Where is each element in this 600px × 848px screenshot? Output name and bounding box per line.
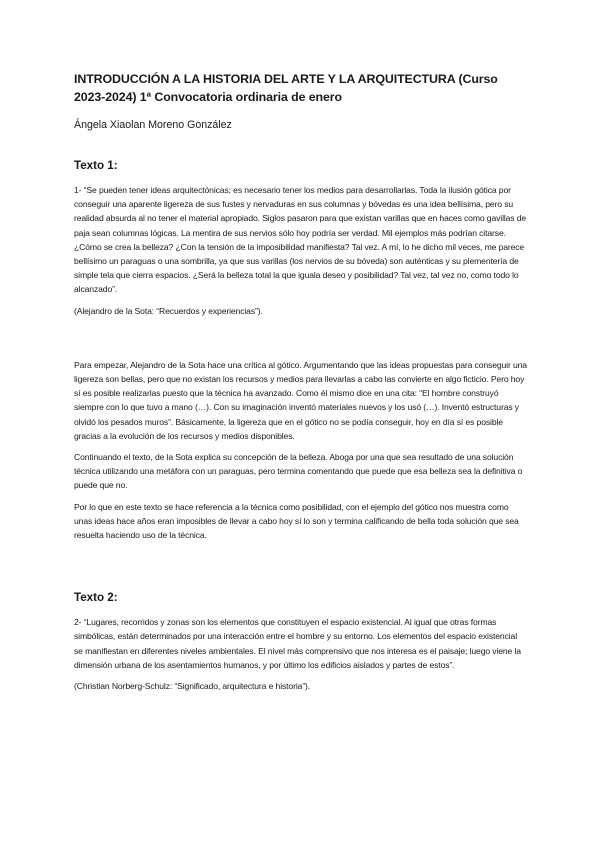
spacer — [74, 549, 528, 591]
comment-paragraph: Por lo que en este texto se hace referencia a la técnica como posibilidad, con el ejemplo del gótico nos muestra como unas ideas hace años eran imposibles de llevar a cabo hoy sí lo son y termina calificando de bella toda solución que sea resuelta haciendo uso de la técnica. — [74, 501, 519, 541]
comment-paragraph: Continuando el texto, de la Sota explica su concepción de la belleza. Aboga por una que sea resultado de una solución técnica utilizando una metáfora con un paraguas, pero termina comentando que puede que esa belleza sea la definitiva o puede que no. — [74, 452, 523, 491]
spacer — [74, 325, 528, 358]
texto-2-heading: Texto 2: — [74, 591, 118, 605]
author-name: Ángela Xiaolan Moreno González — [74, 119, 232, 131]
document-title: INTRODUCCIÓN A LA HISTORIA DEL ARTE Y LA ARQUITECTURA (Curso 2023-2024) 1ª Convocatoria ordinaria de enero — [74, 72, 498, 104]
texto-2-section — [74, 591, 528, 693]
texto-2-citation: (Christian Norberg-Schulz: “Significado, arquitectura e historia”). — [74, 681, 311, 692]
texto-1-quote: 1- “Se pueden tener ideas arquitectónicas; es necesario tener los medios para desarrollarlas. Toda la ilusión gótica por conseguir una aparente ligereza de sus fustes y nervaduras en sus columnas y bóvedas es una idea bellísima, pero su realidad absurda al no tener el material apropiado. Siglos pasaron para que existan varillas que en haces como gavillas de paja sean columnas lógicas. La mentira de sus nervios sólo hoy podría ser verdad. Mil ejemplos más podrían citarse. ¿Cómo se crea la belleza? ¿Con la tensión de la imposibilidad manifiesta? Tal vez. A mí, lo he dicho mil veces, me parece bellísimo un paraguas o una sombrilla, ya que sus varillas (los nervios de su bóveda) son auténticas y su plementería de simple tela que cierra espacios. ¿Será la belleza total la que iguala deseo y posibilidad? Tal vez, tal vez no, como todo lo alcanzado”. — [74, 185, 527, 295]
comment-paragraph: Para empezar, Alejandro de la Sota hace una crítica al gótico. Argumentando que las ideas propuestas para conseguir una ligereza son bellas, pero que no existan los recursos y medios para llevarlas a cabo las convierte en algo ficticio. Pero hoy sí es posible realizarlas puesto que la técnica ha avanzado. Como él mismo dice en una cita: “El hombre construyó siempre con lo que tuvo a mano (…). Con su imaginación inventó materiales nuevos y los usó (…). Inventó estructuras y olvidó los pesados muros”. Básicamente, la ligereza que en el gótico no se podía conseguir, hoy en día sí es posible gracias a la evolución de los recursos y medios disponibles. — [74, 359, 527, 441]
texto-2-quote: 2- “Lugares, recorridos y zonas son los elementos que constituyen el espacio existencial. Al igual que otras formas simbólicas, están determinados por una interacción entre el hombre y su entorno. Los elementos del espacio existencial se manifiestan en diferentes niveles ambientales. El nivel más comprensivo que nos interesa es el paisaje; luego viene la dimensión urbana de los asentamientos humanos, y por último los edificios aislados y partes de estos”. — [74, 617, 521, 670]
texto-1-section — [74, 159, 528, 542]
texto-1-heading: Texto 1: — [74, 159, 118, 172]
texto-1-citation: (Alejandro de la Sota: “Recuerdos y experiencias”). — [74, 305, 263, 316]
